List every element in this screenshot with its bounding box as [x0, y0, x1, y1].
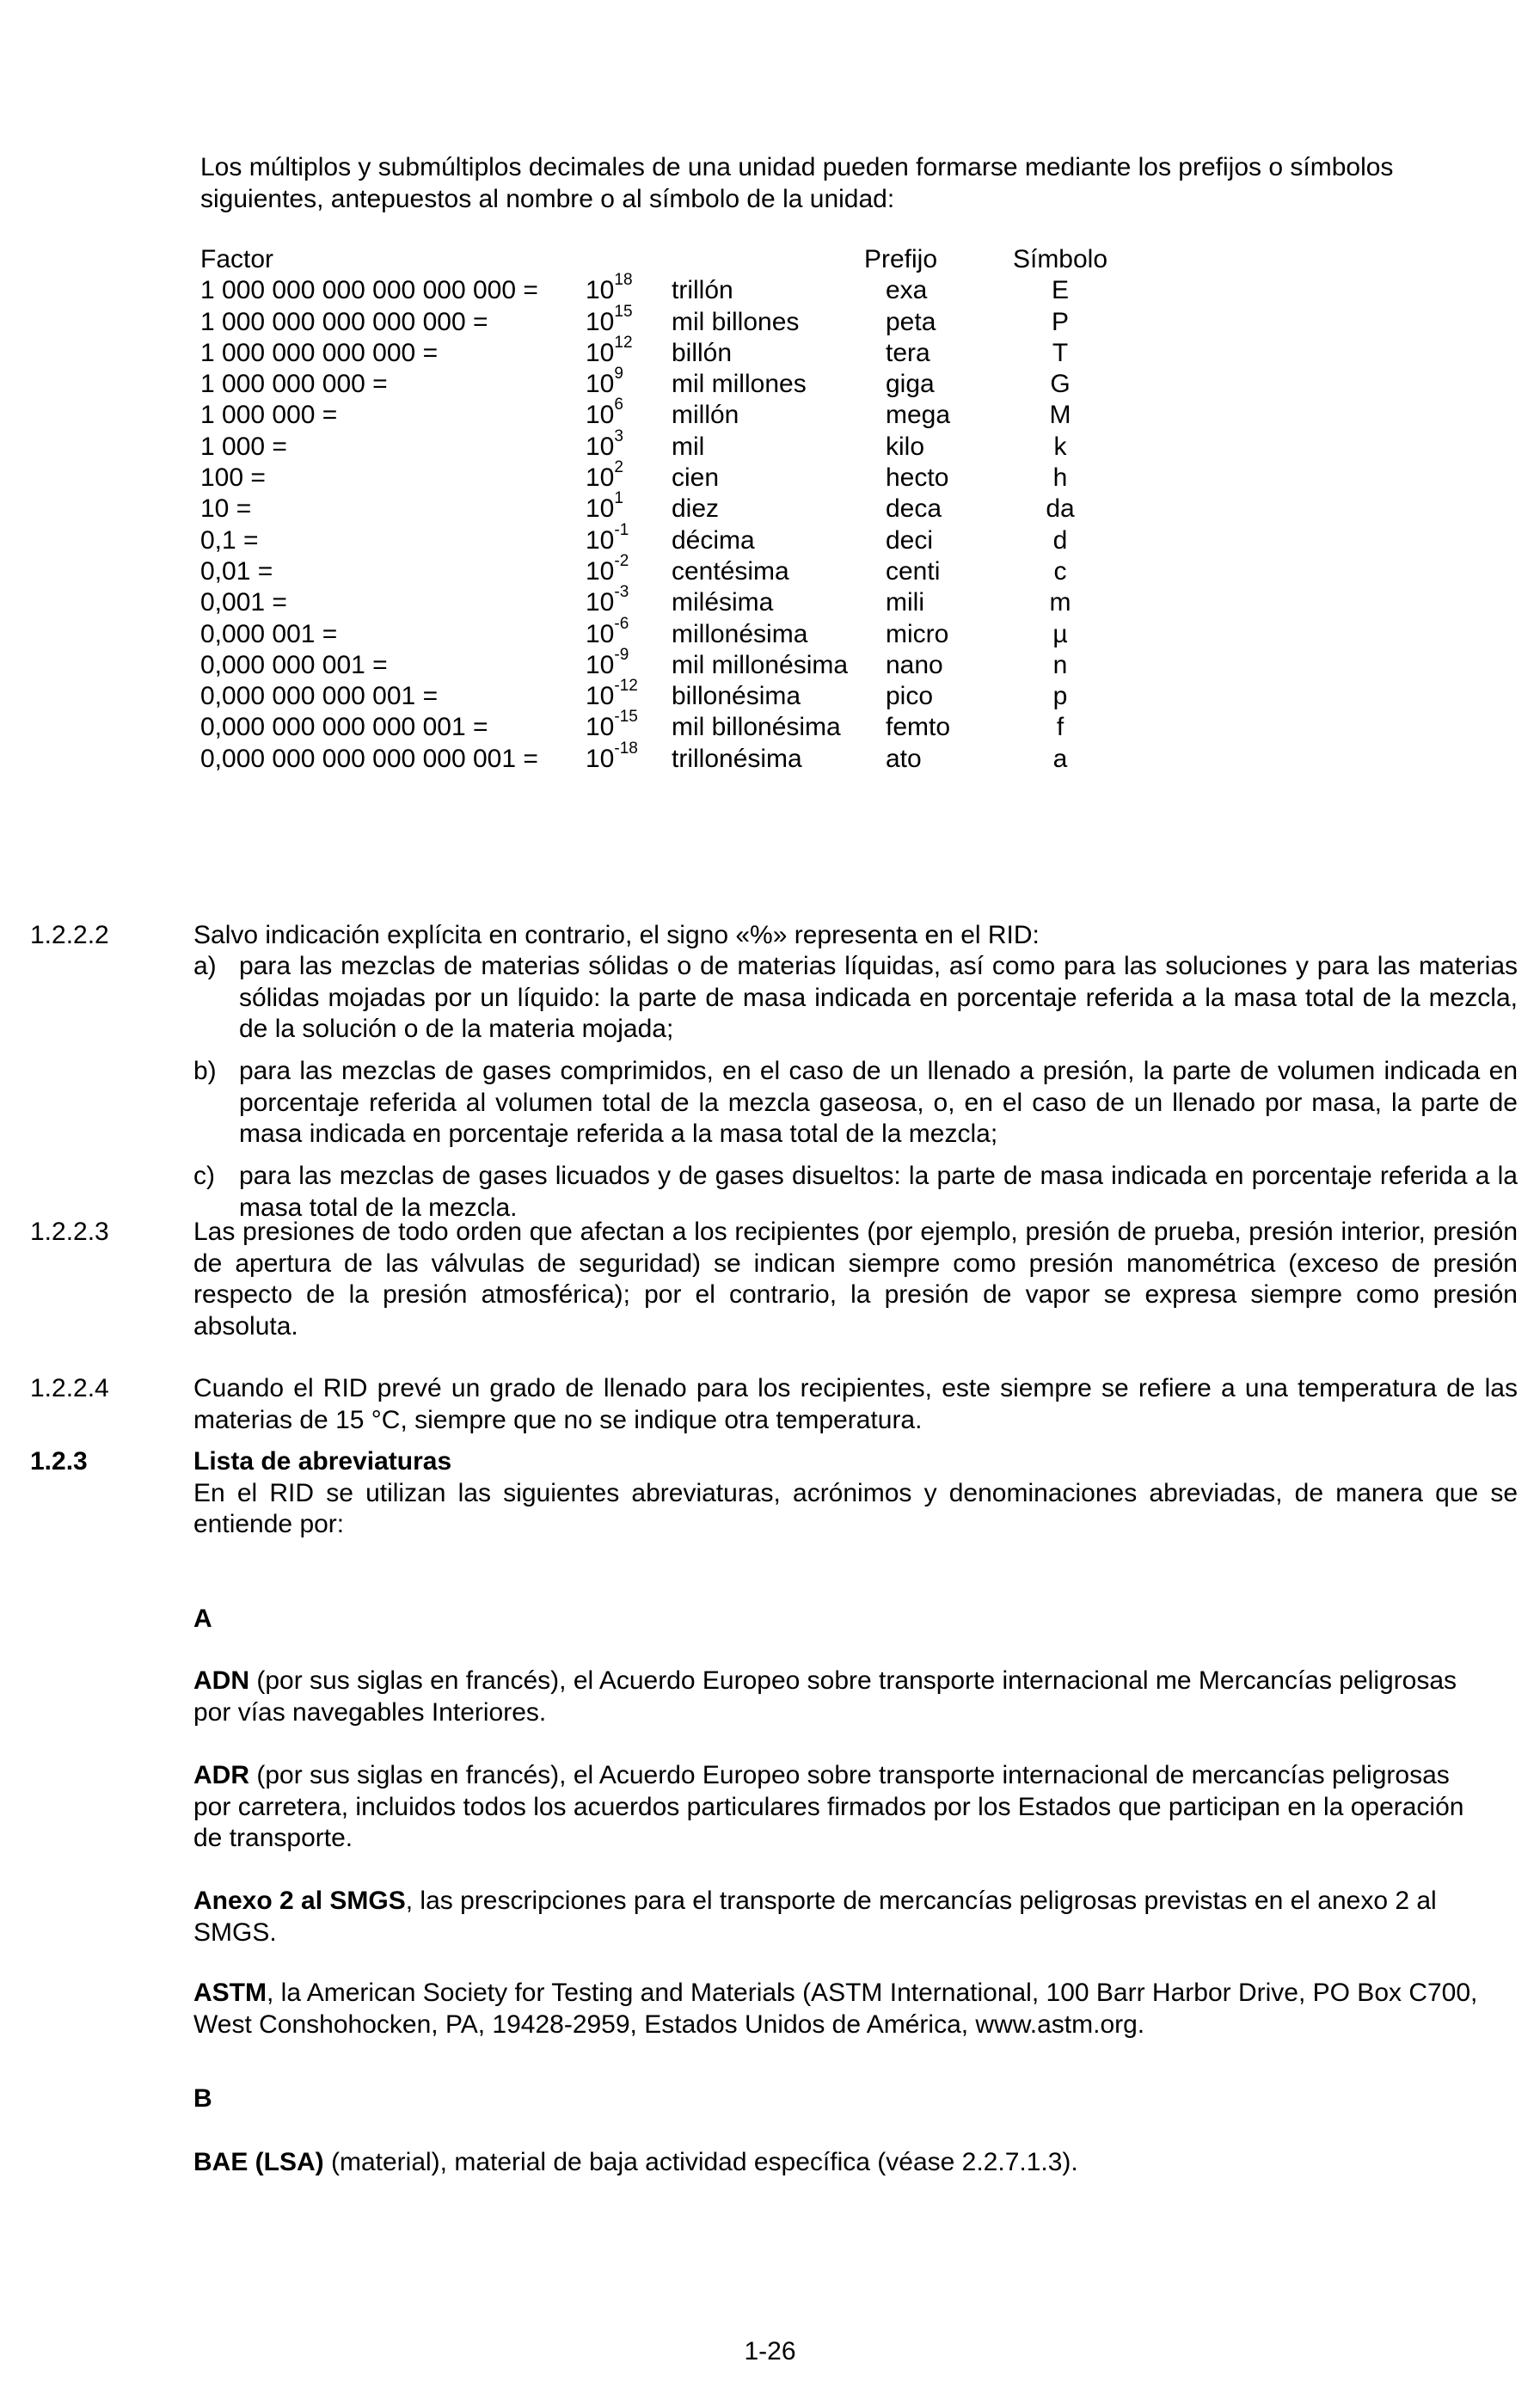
power-base: 10	[586, 588, 615, 617]
factor-cell: 0,000 000 000 000 000 001 =	[200, 744, 538, 773]
power-base: 10	[586, 744, 615, 773]
symbol-cell: T	[1052, 338, 1069, 367]
factor-cell: 0,01 =	[200, 556, 273, 586]
power-base: 10	[586, 276, 615, 305]
entry-term: ADR	[193, 1761, 249, 1789]
prefix-cell: deci	[886, 525, 934, 555]
section-text: Salvo indicación explícita en contrario, el signo «%» representa en el RID:	[193, 921, 1040, 949]
symbol-cell: G	[1050, 370, 1071, 399]
entry-term: ADN	[193, 1666, 249, 1695]
prefix-cell: nano	[886, 650, 943, 679]
name-cell: mil billonésima	[672, 713, 841, 742]
name-cell: billón	[672, 338, 733, 367]
factor-cell: 1 000 000 000 =	[200, 370, 388, 399]
symbol-cell: µ	[1052, 619, 1068, 648]
power-base: 10	[586, 338, 615, 367]
entry-text: , la American Society for Testing and Materials (ASTM International, 100 Barr Harbor Drive, PO Box C700, West Conshohocken, PA, 19428-2959, Estados Unidos de América, www.astm.org.	[193, 1979, 1478, 2039]
section-number: 1.2.2.4	[30, 1374, 109, 1402]
power-exponent: 6	[614, 396, 623, 414]
name-cell: centésima	[672, 556, 789, 586]
section-number: 1.2.3	[30, 1447, 88, 1476]
prefix-cell: pico	[886, 682, 934, 711]
factor-cell: 1 000 000 000 000 000 =	[200, 307, 488, 336]
prefix-cell: giga	[886, 370, 935, 399]
power-base: 10	[586, 682, 615, 711]
name-cell: millón	[672, 401, 739, 430]
symbol-cell: n	[1052, 650, 1068, 679]
symbol-cell: E	[1051, 276, 1070, 305]
name-cell: diez	[672, 494, 720, 524]
list-item-text: para las mezclas de materias sólidas o de materias líquidas, así como para las soluciones y para las materias sólidas mojadas por un líquido: la parte de masa indicada en porcentaje referida a la masa total de la mezcla, de la solución o de la materia mojada;	[239, 952, 1518, 1043]
name-cell: trillón	[672, 276, 733, 305]
factor-cell: 1 000 000 000 000 =	[200, 338, 439, 367]
symbol-cell: da	[1046, 494, 1075, 524]
prefix-cell: ato	[886, 744, 922, 773]
list-item-label: c)	[193, 1162, 215, 1190]
factor-cell: 100 =	[200, 463, 266, 493]
symbol-cell: p	[1052, 682, 1068, 711]
prefix-cell: mili	[886, 588, 924, 617]
power-exponent: -2	[614, 551, 629, 570]
power-base: 10	[586, 619, 615, 648]
factor-cell: 0,1 =	[200, 525, 259, 555]
power-exponent: -12	[614, 677, 638, 696]
symbol-cell: h	[1052, 463, 1068, 493]
entry-text: (material), material de baja actividad específica (véase 2.2.7.1.3).	[323, 2148, 1078, 2176]
factor-cell: 0,001 =	[200, 588, 287, 617]
list-item-label: a)	[193, 952, 217, 980]
factor-cell: 10 =	[200, 494, 252, 524]
power-exponent: -15	[614, 708, 638, 727]
name-cell: millonésima	[672, 619, 808, 648]
power-base: 10	[586, 556, 615, 586]
power-exponent: 1	[614, 489, 623, 508]
letter-heading-b: B	[193, 2084, 212, 2113]
power-exponent: -1	[614, 520, 629, 539]
symbol-cell: m	[1049, 588, 1071, 617]
prefix-cell: mega	[886, 401, 951, 430]
name-cell: décima	[672, 525, 755, 555]
power-exponent: 3	[614, 426, 623, 445]
power-base: 10	[586, 432, 615, 461]
section-title: Lista de abreviaturas	[193, 1447, 452, 1476]
prefix-cell: tera	[886, 338, 930, 367]
prefix-cell: femto	[886, 713, 951, 742]
list-item-label: b)	[193, 1057, 217, 1085]
power-exponent: 15	[614, 302, 633, 321]
name-cell: mil millones	[672, 370, 807, 399]
power-base: 10	[586, 370, 615, 399]
prefix-cell: centi	[886, 556, 941, 586]
prefix-cell: kilo	[886, 432, 925, 461]
section-text: En el RID se utilizan las siguientes abreviaturas, acrónimos y denominaciones abreviadas, de manera que se entiende por:	[193, 1478, 1518, 1538]
page-number: 1-26	[744, 2337, 796, 2366]
prefix-cell: micro	[886, 619, 949, 648]
prefix-cell: hecto	[886, 463, 949, 493]
entry-term: BAE (LSA)	[193, 2148, 324, 2176]
power-cell	[586, 333, 633, 370]
header-prefix: Prefijo	[864, 245, 938, 273]
symbol-cell: a	[1052, 744, 1068, 773]
power-base: 10	[586, 650, 615, 679]
section-number: 1.2.2.3	[30, 1218, 109, 1246]
factor-cell: 0,000 001 =	[200, 619, 338, 648]
power-base: 10	[586, 463, 615, 493]
letter-heading-a: A	[193, 1605, 212, 1633]
list-item-text: para las mezclas de gases comprimidos, en el caso de un llenado a presión, la parte de volumen indicada en porcentaje referida al volumen total de la mezcla gaseosa, o, en el caso de un llenado por masa, la parte de masa indicada en porcentaje referida a la masa total de la mezcla;	[239, 1057, 1518, 1148]
factor-cell: 1 000 000 000 000 000 000 =	[200, 276, 538, 305]
prefix-cell: peta	[886, 307, 936, 336]
symbol-cell: k	[1053, 432, 1067, 461]
factor-cell: 1 000 =	[200, 432, 287, 461]
name-cell: mil	[672, 432, 705, 461]
entry-text: (por sus siglas en francés), el Acuerdo Europeo sobre transporte internacional me Mercancías peligrosas por vías navegables Interiores.	[193, 1666, 1457, 1727]
prefix-cell: deca	[886, 494, 942, 524]
factor-cell: 0,000 000 000 001 =	[200, 682, 439, 711]
abbreviation-entry	[193, 1886, 1488, 1948]
name-cell: cien	[672, 463, 720, 493]
intro-text: Los múltiplos y submúltiplos decimales de una unidad pueden formarse mediante los prefijos o símbolos siguientes, antepuestos al nombre o al símbolo de la unidad:	[200, 153, 1394, 213]
entry-term: ASTM	[193, 1979, 267, 2007]
factor-cell: 0,000 000 000 000 001 =	[200, 713, 488, 742]
power-base: 10	[586, 494, 615, 524]
power-exponent: 18	[614, 271, 633, 290]
power-exponent: -9	[614, 645, 629, 664]
section-text: Las presiones de todo orden que afectan a los recipientes (por ejemplo, presión de prueba, presión interior, presión de apertura de las válvulas de seguridad) se indican siempre como presión manométrica (exceso de presión respecto de la presión atmosférica); por el contrario, la presión de vapor se expresa siempre como presión absoluta.	[193, 1218, 1518, 1341]
abbreviation-entry	[193, 1760, 1488, 1855]
entry-text: , las prescripciones para el transporte de mercancías peligrosas previstas en el anexo 2 al SMGS.	[193, 1887, 1437, 1947]
section-number: 1.2.2.2	[30, 921, 109, 949]
entry-term: Anexo 2 al SMGS	[193, 1887, 406, 1915]
power-cell	[586, 739, 638, 776]
power-base: 10	[586, 401, 615, 430]
symbol-cell: c	[1053, 556, 1067, 586]
name-cell: billonésima	[672, 682, 801, 711]
power-base: 10	[586, 713, 615, 742]
section-text: Cuando el RID prevé un grado de llenado para los recipientes, este siempre se refiere a una temperatura de las materias de 15 °C, siempre que no se indique otra temperatura.	[193, 1374, 1518, 1434]
prefix-cell: exa	[886, 276, 928, 305]
header-factor: Factor	[200, 245, 274, 273]
abbreviation-entry	[193, 1666, 1488, 1728]
name-cell: trillonésima	[672, 744, 802, 773]
power-exponent: -3	[614, 583, 629, 602]
power-exponent: -6	[614, 614, 629, 633]
name-cell: milésima	[672, 588, 774, 617]
factor-cell: 1 000 000 =	[200, 401, 338, 430]
name-cell: mil millonésima	[672, 650, 849, 679]
power-base: 10	[586, 307, 615, 336]
abbreviation-entry	[193, 1978, 1488, 2040]
power-exponent: 12	[614, 333, 633, 352]
symbol-cell: M	[1049, 401, 1071, 430]
power-exponent: -18	[614, 739, 638, 758]
name-cell: mil billones	[672, 307, 800, 336]
entry-text: (por sus siglas en francés), el Acuerdo Europeo sobre transporte internacional de mercancías peligrosas por carretera, incluidos todos los acuerdos particulares firmados por los Estados que participan en la operación de transporte.	[193, 1761, 1464, 1852]
power-base: 10	[586, 525, 615, 555]
symbol-cell: d	[1052, 525, 1068, 555]
power-exponent: 2	[614, 458, 623, 477]
symbol-cell: f	[1056, 713, 1065, 742]
intro-paragraph	[200, 152, 1439, 215]
list-item-text: para las mezclas de gases licuados y de gases disueltos: la parte de masa indicada en porcentaje referida a la masa total de la mezcla.	[239, 1162, 1518, 1222]
symbol-cell: P	[1051, 307, 1070, 336]
power-exponent: 9	[614, 365, 623, 384]
header-symbol: Símbolo	[1012, 245, 1108, 273]
factor-cell: 0,000 000 001 =	[200, 650, 388, 679]
abbreviation-entry	[193, 2147, 1488, 2179]
